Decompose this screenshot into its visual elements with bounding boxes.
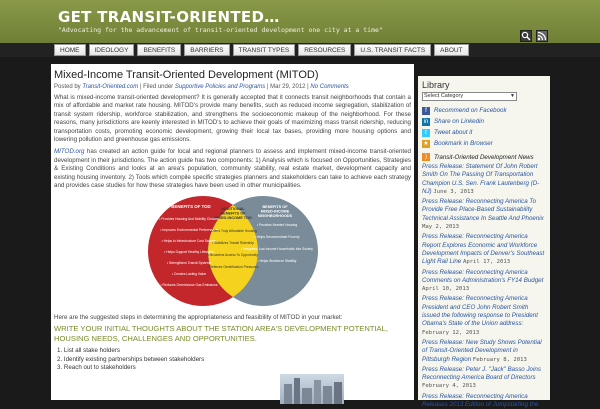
category-select[interactable] (422, 92, 517, 101)
rss-icon[interactable] (536, 30, 548, 42)
category-select-value: Select Category (424, 93, 464, 99)
facebook-icon: f (422, 107, 430, 115)
venn-item: • Helps Support Healthy Lifestyles (163, 250, 214, 255)
list-item: 1. List all stake holders (57, 347, 120, 355)
nav-us-transit-facts[interactable]: U.S. TRANSIT FACTS (354, 44, 431, 56)
nav-barriers[interactable]: BARRIERS (184, 44, 229, 56)
linkedin-icon: in (423, 118, 429, 125)
venn-center-title: ADDITIONAL BENEFITS OF MIXED-INCOME TOD (213, 207, 252, 221)
share-link[interactable] (422, 116, 546, 127)
action-guide-text: has created an action guide for local and regional planners to assess and implement mixed-income transit-oriented development in their jurisdictions. The action guide has two components: 1) Analysis which is focused on Opportunities, Strategies & Existing Conditions and looks at an area's population, community stability, real estate market, development capacity and existing housing inventory. 2) Tools which compile specific strategies planners and stakeholders can take to achieve each strategy and provides case studies for how these strategies have been used in other municipalities. (54, 148, 411, 190)
news-item (422, 233, 546, 266)
venn-item: • Stabilizes Transit Ridership (211, 241, 254, 246)
news-item-date: February 4, 2013 (422, 383, 476, 390)
main-nav (0, 43, 600, 57)
list-item: 2. Identify existing partnerships between stakeholders (57, 355, 205, 363)
share-link-label: Recommend on Facebook (434, 107, 507, 114)
share-link-label: Bookmark in Browser (434, 140, 493, 147)
post-content (51, 64, 414, 400)
nav-benefits[interactable]: BENEFITS (137, 44, 181, 56)
nav-resources[interactable]: RESOURCES (298, 44, 351, 56)
post-meta (54, 84, 411, 90)
venn-item: • Broadens Access To Opportunity (207, 253, 258, 258)
steps-list (54, 347, 411, 372)
news-item (422, 366, 546, 391)
news-item-link[interactable]: Press Release: Statement Of John Robert Smith On The Passing Of Transportation Champion U.S. Sen. Frank Lautenberg (D-NJ) (422, 163, 540, 195)
news-item-date: April 10, 2013 (422, 286, 470, 293)
venn-item: • Creates Lasting Value (171, 272, 206, 277)
venn-item: • Relieves Gentrification Pressures (207, 265, 258, 270)
news-item-link[interactable]: Press Release: Reconnecting America Comments on Administration's FY14 Budget (422, 268, 544, 284)
venn-item: • Strengthens Transit Systems (166, 261, 211, 266)
share-link[interactable] (422, 138, 546, 149)
list-item: 3. Reach out to stakeholders (57, 363, 136, 371)
share-link-label: Tweet about it (434, 129, 473, 136)
news-item (422, 393, 546, 409)
venn-item: • Provides Needed Housing (256, 223, 297, 228)
news-item (422, 198, 546, 231)
step-heading: WRITE YOUR INITIAL THOUGHTS ABOUT THE STATION AREA'S DEVELOPMENT POTENTIAL, HOUSING NEEDS, CHALLENGES AND OPPORTUNITIES. (54, 324, 388, 343)
meta-filed-label: | Filed under (139, 84, 174, 90)
rss-icon: ) (422, 153, 430, 161)
bookmark-icon: ★ (423, 140, 429, 147)
news-item-link[interactable]: Press Release: Peter J. "Jack" Basso Joins Reconnecting America Board of Directors (422, 365, 541, 382)
news-item-date: February 12, 2013 (422, 329, 480, 336)
venn-item: • Integrates Low Income Households Into Society (240, 247, 313, 252)
author-link[interactable]: Transit-Oriented.com (82, 84, 139, 90)
sidebar (418, 76, 550, 409)
venn-diagram (147, 194, 319, 308)
library-title: Library (422, 80, 450, 90)
news-item (422, 339, 546, 364)
venn-left-title: BENEFITS OF TOD (170, 204, 211, 210)
nav-home[interactable]: HOME (54, 44, 86, 56)
share-link[interactable] (422, 105, 546, 116)
post-title[interactable]: Mixed-Income Transit-Oriented Development (MITOD) (54, 69, 319, 81)
news-feed-title[interactable] (422, 153, 546, 161)
venn-item: • Provides Housing And Mobility Choices (158, 217, 219, 222)
nav-transit-types[interactable]: TRANSIT TYPES (233, 44, 296, 56)
news-item (422, 269, 546, 294)
news-item-date: May 2, 2013 (422, 224, 460, 231)
news-item-link[interactable]: Press Release: Reconnecting America President and CEO John Robert Smith issued the following response to President Obama's State of the Union address: (422, 295, 538, 328)
venn-item: • Reduces Greenhouse Gas Emissions (159, 283, 218, 288)
intro-paragraph: What is mixed-income transit-oriented development? It is generally accepted that it connects transit neighborhoods that contain a mix of affordable and market rate housing. MITOD's provide many benefits, such as reduced income segregation, stabilization of transit system ridership, workforce stabilization, and strengthens the socioeconomic makeup of the neighborhood. For these reasons, many jurisdictions are keenly interested in MITOD's to achieve their goals of maximizing mass transit ridership, reducing transportation costs, promoting economic development, growing their local tax bases, providing more housing options and lowering pollution and greenhouse gas emissions. (54, 94, 411, 144)
news-item-date: June 3, 2013 (433, 188, 474, 195)
nav-about[interactable]: ABOUT (434, 44, 468, 56)
comments-link[interactable]: No Comments (310, 84, 349, 90)
meta-posted-label: Posted by (54, 84, 81, 90)
city-skyline-image (280, 374, 344, 404)
venn-item: • Helps to Infrastructure Cost Savings (161, 239, 216, 244)
news-item-date: February 8, 2013 (472, 356, 527, 363)
venn-item: • Helps Workforce Stability (257, 259, 296, 264)
category-link[interactable]: Supportive Policies and Programs (174, 84, 266, 90)
action-guide-paragraph (54, 148, 411, 190)
venn-item: • Offers Truly Affordable Housing (208, 229, 257, 234)
chevron-down-icon: ▼ (510, 93, 515, 99)
search-icon[interactable] (520, 30, 532, 42)
mitod-link[interactable]: MITOD.org (54, 148, 85, 156)
news-item-link[interactable]: Press Release: Reconnecting America Releases 2013 Edition of Jumpstarting the (422, 392, 539, 409)
news-item (422, 163, 546, 196)
news-item-link[interactable]: Press Release: Reconnecting America To Provide Free Place-Based Sustainability Technical Assistance In Seattle And Phoenix (422, 198, 544, 222)
news-feed-title-text: Transit-Oriented Development News (434, 153, 534, 161)
news-item-link[interactable]: Press Release: New Study Shows Potential of Transit-Oriented Development in Pittsburgh Region (422, 338, 542, 363)
venn-item: • Improves Environmental Performance (159, 228, 218, 233)
site-tagline: "Advocating for the advancement of transit-oriented development one city at a time" (58, 26, 383, 34)
nav-ideology[interactable]: IDEOLOGY (89, 44, 135, 56)
site-header (0, 0, 600, 43)
post-date: | Mar 29, 2012 | (266, 84, 309, 90)
news-item-date: April 17, 2013 (462, 259, 511, 266)
news-item-link[interactable]: Press Release: Reconnecting America Report Explores Economic and Workforce Development Impacts of Denver's Southeast Light Rail Line (422, 233, 545, 266)
venn-right-title: BENEFITS OF MIXED-INCOME NEIGHBORHOODS (257, 205, 292, 219)
venn-item: • Helps Deconcentrate Poverty (254, 235, 299, 240)
site-title[interactable]: GET TRANSIT-ORIENTED… (58, 8, 280, 26)
news-item (422, 295, 546, 336)
steps-intro: Here are the suggested steps in determining the appropriateness and feasibility of MITOD in your market: (54, 314, 343, 322)
share-link[interactable] (422, 127, 546, 138)
twitter-icon: t (422, 129, 430, 137)
share-link-label: Share on Linkedin (434, 118, 484, 125)
